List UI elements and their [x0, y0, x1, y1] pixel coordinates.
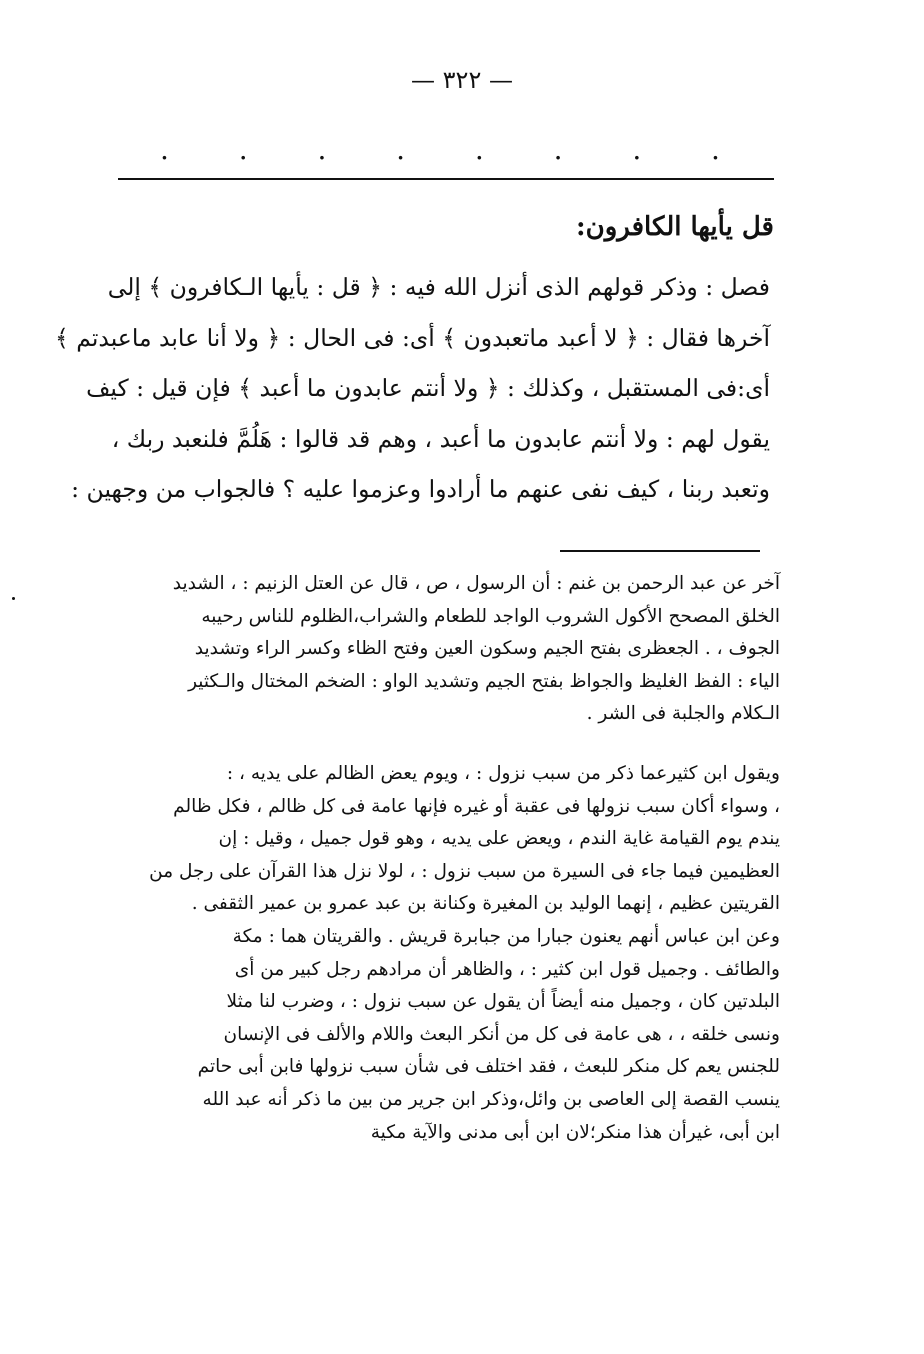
footnote-line: يندم يوم القيامة غاية الندم ، ويعض على يديه ، وهو قول جميل ، وقيل : إن: [218, 828, 780, 850]
dot: .: [711, 133, 720, 166]
footnote-line: الجوف ، . الجعظرى بفتح الجيم وسكون العين وفتح الظاء وكسر الراء وتشديد: [194, 638, 780, 660]
footnote-line: للجنس يعم كل منكر للبعث ، فقد اختلف فى شأن سبب نزولها فابن أبى حاتم: [197, 1056, 780, 1078]
footnote-line: وعن ابن عباس أنهم يعنون جبارا من جبابرة قريش . والقريتان هما : مكة: [232, 925, 780, 947]
dot: .: [632, 133, 642, 166]
body-line: أى:فى المستقبل ، وكذلك : ﴿ ولا أنتم عابدون ما أعبد ﴾ فإن قيل : كيف: [86, 374, 770, 402]
footnotes: [116, 568, 780, 1149]
footnote-line: الياء : الفظ الغليظ والجواظ بفتح الجيم وتشديد الواو : الضخم المختال والـكثير: [188, 670, 780, 692]
footnote-line: والطائف . وجميل قول ابن كثير : ، والظاهر أن مرادهم رجل كبير من أى: [234, 958, 780, 980]
body-line: يقول لهم : ولا أنتم عابدون ما أعبد ، وهم قد قالوا : هَلُمَّ فلنعبد ربك ،: [111, 424, 770, 453]
body-line: آخرها فقال : ﴿ لا أعبد ماتعبدون ﴾ أى: فى الحال : ﴿ ولا أنا عابد ماعبدتم ﴾: [54, 323, 770, 352]
footnote-line: القريتين عظيم ، إنهما الوليد بن المغيرة وكنانة بن عبد عمرو بن عمير الثقفى .: [191, 893, 780, 915]
footnote-rule: [560, 550, 760, 552]
body-line: وتعبد ربنا ، كيف نفى عنهم ما أرادوا وعزموا عليه ؟ فالجواب من وجهين :: [71, 475, 770, 503]
dot: .: [396, 133, 406, 166]
page-number: — ٣٢٢ —: [411, 66, 513, 94]
dot: .: [474, 133, 484, 166]
dot: .: [160, 133, 169, 166]
footnote-line: ينسب القصة إلى العاصى بن وائل،وذكر ابن جرير من بين ما ذكر أنه عبد الله: [202, 1088, 780, 1110]
body-line: فصل : وذكر قولهم الذى أنزل الله فيه : ﴿ قل : يأيها الـكافرون ﴾ إلى: [107, 273, 770, 301]
footnote-2: [116, 758, 780, 1149]
scan-speck: [12, 597, 15, 600]
dot: .: [317, 133, 327, 166]
footnote-line: العظيمين فيما جاء فى السيرة من سبب نزول : ، لولا نزل هذا القرآن على رجل من: [149, 860, 780, 882]
footnote-1: [116, 568, 780, 731]
footnote-line: الـكلام والجلبة فى الشر .: [586, 703, 780, 725]
footnote-line: البلدتين كان ، وجميل منه أيضاً أن يقول عن سبب نزول : ، وضرب لنا مثلا: [226, 991, 780, 1013]
footnote-line: ابن أبى، غيرأن هذا منكر؛لان ابن أبى مدنى والآية مكية: [370, 1121, 780, 1143]
main-body-text: [54, 262, 770, 515]
footnote-line: ، وسواء أكان سبب نزولها فى عقبة أو غيره فإنها عامة فى كل ظالم ، فكل ظالم: [173, 795, 780, 817]
dot: .: [238, 133, 248, 166]
section-title: قل يأيها الكافرون:: [576, 212, 774, 242]
header-rule: [118, 178, 774, 180]
footnote-line: ويقول ابن كثيرعما ذكر من سبب نزول : ، ويوم يعض الظالم على يديه ، :: [226, 762, 780, 784]
separator-dots: [160, 133, 720, 166]
footnote-line: آخر عن عبد الرحمن بن غنم : أن الرسول ، ص ، قال عن العتل الزنيم : ، الشديد: [172, 573, 780, 594]
footnote-line: ونسى خلقه ، ، هى عامة فى كل من أنكر البعث واللام والألف فى الإنسان: [223, 1023, 780, 1045]
footnote-line: الخلق المصحح الأكول الشروب الواجد للطعام والشراب،الظلوم للناس رحيبه: [201, 605, 780, 627]
dot: .: [553, 133, 563, 166]
